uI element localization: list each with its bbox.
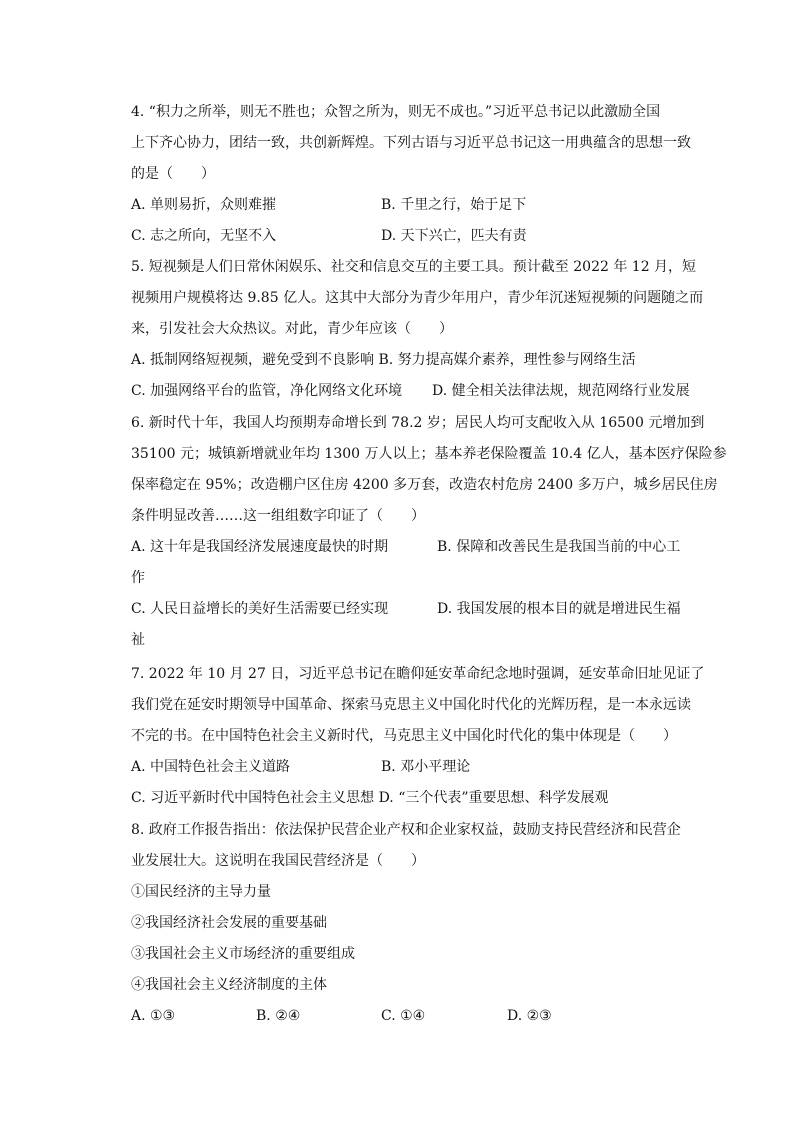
question-6-option-d: D. 我国发展的根本目的就是增进民生福: [437, 601, 681, 617]
question-7-options-row-2: [131, 783, 693, 814]
question-7-options-row-1: [131, 752, 693, 783]
question-4: [131, 97, 693, 252]
question-6-option-d-continued: 祉: [131, 632, 145, 648]
question-8-option-a: A. ①③: [131, 1008, 176, 1024]
question-6-options-row-2-wrap: [131, 625, 693, 656]
question-7-option-c-d: C. 习近平新时代中国特色社会主义思想 D. “三个代表”重要思想、科学发展观: [131, 790, 609, 806]
question-4-stem-line-2: 上下齐心协力，团结一致，共创新辉煌。下列古语与习近平总书记这一用典蕴含的思想一致: [131, 135, 691, 151]
question-8-statement-3: ③我国社会主义市场经济的重要组成: [131, 946, 355, 962]
question-6: [131, 408, 727, 656]
question-5-option-d: D. 健全相关法律法规，规范网络行业发展: [432, 383, 690, 399]
question-8-stem-line-2: 业发展壮大。这说明在我国民营经济是（ ）: [131, 853, 425, 869]
question-8-option-c: C. ①④: [381, 1008, 426, 1024]
question-6-option-a: A. 这十年是我国经济发展速度最快的时期: [131, 539, 389, 555]
question-6-stem-line-3: 保率稳定在 95%；改造棚户区住房 4200 多万套，改造农村危房 2400 多万户，城乡居民住房: [131, 477, 718, 493]
question-6-options-row-1-wrap: [131, 563, 693, 594]
question-5-stem-line-2: 视频用户规模将达 9.85 亿人。这其中大部分为青少年用户，青少年沉迷短视频的问题随之而: [131, 290, 704, 306]
question-8-statement-2: ②我国经济社会发展的重要基础: [131, 915, 327, 931]
question-6-options-row-1: [131, 532, 693, 563]
question-7: [131, 659, 705, 814]
question-6-option-c: C. 人民日益增长的美好生活需要已经实现: [131, 601, 389, 617]
question-8-statement-1: ①国民经济的主导力量: [131, 884, 271, 900]
question-6-stem-line-1: 6. 新时代十年，我国人均预期寿命增长到 78.2 岁；居民人均可支配收入从 16500 元增加到: [131, 415, 705, 431]
question-6-stem-line-2: 35100 元；城镇新增就业年均 1300 万人以上；基本养老保险覆盖 10.4 亿人，基本医疗保险参: [131, 446, 727, 462]
question-8-stem-line-1: 8. 政府工作报告指出：依法保护民营企业产权和企业家权益，鼓励支持民营经济和民营企: [131, 822, 681, 838]
question-4-options-row-1: [131, 190, 693, 221]
question-6-options-row-2: [131, 594, 693, 625]
question-7-stem-line-1: 7. 2022 年 10 月 27 日，习近平总书记在瞻仰延安革命纪念地时强调，延安革命旧址见证了: [131, 666, 705, 682]
question-5: [131, 252, 704, 407]
question-7-option-b: B. 邓小平理论: [381, 759, 471, 775]
question-4-option-b: B. 千里之行，始于足下: [381, 197, 527, 213]
question-6-stem-line-4: 条件明显改善……这一组组数字印证了（ ）: [131, 508, 425, 524]
question-6-option-b: B. 保障和改善民生是我国当前的中心工: [437, 539, 681, 555]
question-4-option-d: D. 天下兴亡，匹夫有责: [381, 228, 527, 244]
question-4-stem-line-1: 4. “积力之所举，则无不胜也；众智之所为，则无不成也。”习近平总书记以此激励全国: [131, 104, 661, 120]
question-8-option-d: D. ②③: [507, 1008, 552, 1024]
question-5-option-a-b: A. 抵制网络短视频，避免受到不良影响 B. 努力提高媒介素养，理性参与网络生活: [131, 352, 636, 368]
question-8-option-b: B. ②④: [256, 1008, 301, 1024]
question-8-statement-4: ④我国社会主义经济制度的主体: [131, 977, 327, 993]
question-5-options-row-2: [131, 376, 693, 407]
question-7-stem-line-3: 不完的书。在中国特色社会主义新时代，马克思主义中国化时代化的集中体现是（ ）: [131, 728, 677, 744]
question-6-option-b-continued: 作: [131, 570, 145, 586]
question-7-stem-line-2: 我们党在延安时期领导中国革命、探索马克思主义中国化时代化的光辉历程，是一本永远读: [131, 697, 691, 713]
question-4-options-row-2: [131, 221, 693, 252]
question-5-stem-line-3: 来，引发社会大众热议。对此，青少年应该（ ）: [131, 321, 453, 337]
question-5-options-row-1: [131, 345, 693, 376]
question-4-option-c: C. 志之所向，无坚不入: [131, 228, 277, 244]
question-8-options-row: [131, 1001, 693, 1032]
question-4-option-a: A. 单则易折，众则难摧: [131, 197, 277, 213]
question-7-option-a: A. 中国特色社会主义道路: [131, 759, 291, 775]
question-4-stem-line-3: 的是（ ）: [131, 166, 215, 182]
question-8: [131, 815, 693, 1032]
question-5-stem-line-1: 5. 短视频是人们日常休闲娱乐、社交和信息交互的主要工具。预计截至 2022 年 12 月，短: [131, 259, 697, 275]
question-5-option-c: C. 加强网络平台的监管，净化网络文化环境: [131, 383, 403, 399]
